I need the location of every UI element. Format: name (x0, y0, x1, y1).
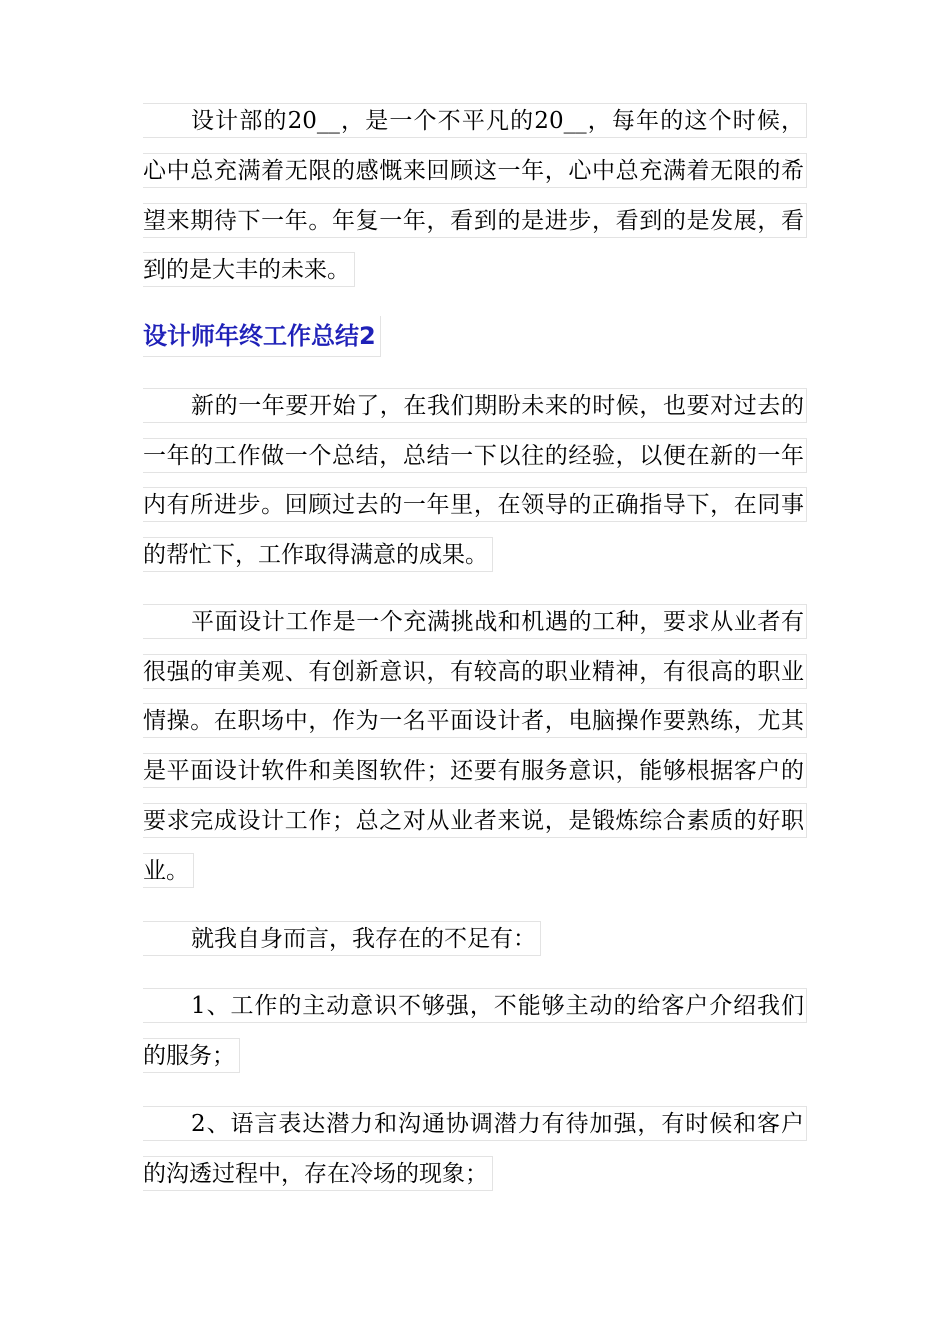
text-line: 的沟透过程中，存在冷场的现象； (143, 1156, 493, 1191)
text-line: 设计部的20__，是一个不平凡的20__，每年的这个时候， (143, 103, 807, 138)
section-heading: 设计师年终工作总结2 (143, 316, 381, 357)
text-line: 望来期待下一年。年复一年，看到的是进步，看到的是发展，看 (143, 203, 807, 238)
text-line: 1、工作的主动意识不够强，不能够主动的给客户介绍我们 (143, 988, 807, 1023)
text-line: 业。 (143, 853, 194, 888)
text-line: 是平面设计软件和美图软件；还要有服务意识，能够根据客户的 (143, 753, 807, 788)
text-line: 新的一年要开始了，在我们期盼未来的时候，也要对过去的 (143, 388, 807, 423)
text-line: 的服务； (143, 1038, 240, 1073)
text-line: 一年的工作做一个总结，总结一下以往的经验，以便在新的一年 (143, 438, 807, 473)
text-line: 内有所进步。回顾过去的一年里，在领导的正确指导下，在同事 (143, 487, 807, 522)
text-line: 2、语言表达潜力和沟通协调潜力有待加强，有时候和客户 (143, 1106, 807, 1141)
text-line: 要求完成设计工作；总之对从业者来说，是锻炼综合素质的好职 (143, 803, 807, 838)
text-line: 到的是大丰的未来。 (143, 252, 355, 287)
text-line: 情操。在职场中，作为一名平面设计者，电脑操作要熟练，尤其 (143, 703, 807, 738)
text-line: 平面设计工作是一个充满挑战和机遇的工种，要求从业者有 (143, 604, 807, 639)
text-line: 就我自身而言，我存在的不足有： (143, 921, 541, 956)
text-line: 的帮忙下，工作取得满意的成果。 (143, 537, 493, 572)
text-line: 很强的审美观、有创新意识，有较高的职业精神，有很高的职业 (143, 654, 807, 689)
text-line: 心中总充满着无限的感慨来回顾这一年，心中总充满着无限的希 (143, 153, 807, 188)
